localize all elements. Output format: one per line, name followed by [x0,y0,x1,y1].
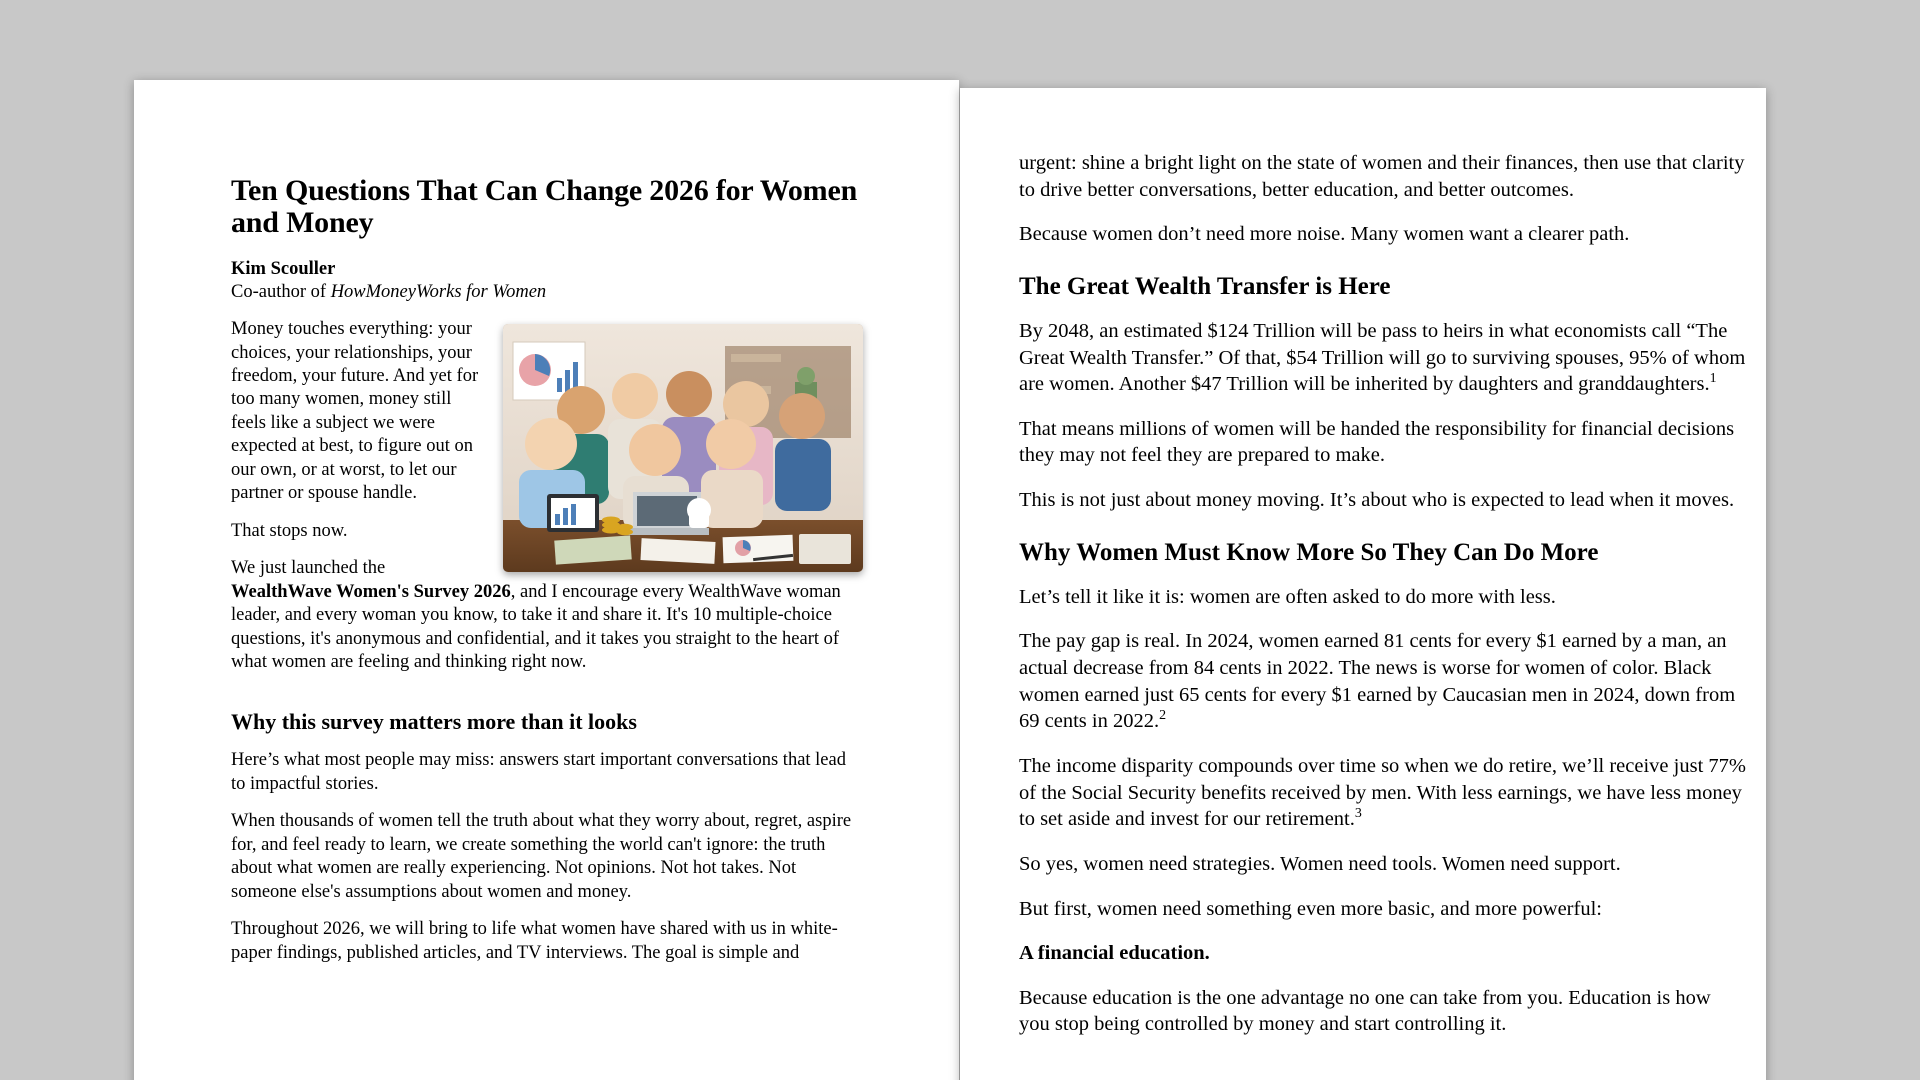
survey-launch-suffix: , and I encourage every WealthWave woman leader, and every woman you know, to take it and share it. It's 10 multiple-choice questions, it's anonymous and confidential, and it takes you straight to the heart of what women are feeling and thinking right now. [231,581,841,673]
section-paragraph-1: Here’s what most people may miss: answers start important conversations that lead to impactful stories. [231,750,846,794]
closing-paragraph-1: So yes, women need strategies. Women need tools. Women need support. [1019,852,1621,875]
survey-launch-prefix: We just launched the [231,558,386,579]
author-role-prefix: Co-author of [231,281,331,302]
section-heading-why-survey-matters: Why this survey matters more than it looks [231,708,637,734]
author-role [231,281,863,304]
final-paragraph: Because education is the one advantage no one can take from you. Education is how you stop being controlled by money and start controlling it. [1019,986,1711,1036]
intro-block [231,318,863,689]
intro-paragraph-1: Money touches everything: your choices, your relationships, your freedom, your future. And yet for too many women, money still feels like a subject we were expected at best, to figure out on our own, or at worst, to let our partner or spouse handle. [231,319,479,504]
noise-paragraph: Because women don’t need more noise. Many women want a clearer path. [1019,223,1630,246]
footnote-marker-2: 2 [1159,708,1167,724]
footnote-marker-1: 1 [1709,371,1717,387]
wealth-transfer-paragraph [1019,318,1746,398]
wealth-transfer-paragraph-2: That means millions of women will be handed the responsibility for financial decisions they may not feel they are prepared to make. [1019,417,1735,467]
intro-paragraph-2: That stops now. [231,520,348,541]
financial-education-callout [1019,940,1746,967]
income-disparity-text: The income disparity compounds over time so when we do retire, we’ll receive just 77% of the Social Security benefits received by men. With less earnings, we have less money to set aside and invest for our retirement. [1019,754,1746,831]
survey-name: WealthWave Women's Survey 2026 [231,581,511,602]
pay-gap-text: The pay gap is real. In 2024, women earned 81 cents for every $1 earned by a man, an actual decrease from 84 cents in 2022. The news is worse for women of color. Black women earned just 65 cents for every $1 earned by Caucasian men in 2024, down from 69 cents in 2022. [1019,630,1736,733]
wealth-transfer-text: By 2048, an estimated $124 Trillion will be pass to heirs in what economists call “The Great Wealth Transfer.” Of that, $54 Trillion will go to surviving spouses, 95% of whom are women. Another $47 Trillion will be inherited by daughters and granddaughters. [1019,319,1746,396]
page-title: Ten Questions That Can Change 2026 for Women and Money [231,174,858,240]
women-group-photo [503,324,863,572]
section-heading-know-more-do-more: Why Women Must Know More So They Can Do More [1019,538,1599,566]
women-group-photo-illustration [503,324,863,572]
pay-gap-paragraph [1019,628,1746,735]
section-paragraph-2: When thousands of women tell the truth about what they worry about, regret, aspire for, and feel ready to learn, we create something the world can't ignore: the truth about what women are really experiencing. Not opinions. Not hot takes. Not someone else's assumptions about women and money. [231,811,852,902]
continuation-paragraph: urgent: shine a bright light on the state of women and their finances, then use that clarity to drive better conversations, better education, and better outcomes. [1019,152,1745,201]
section-heading-great-wealth-transfer: The Great Wealth Transfer is Here [1019,272,1391,300]
right-page-content [1019,150,1746,1056]
author-name: Kim Scouller [231,258,336,279]
section-paragraph-3: Throughout 2026, we will bring to life what women have shared with us in white-paper findings, published articles, and TV interviews. The goal is simple and [231,919,838,963]
financial-education-text: A financial education. [1019,942,1210,965]
author-role-book-title: HowMoneyWorks for Women [330,281,547,302]
income-disparity-paragraph [1019,753,1746,833]
footnote-marker-3: 3 [1354,806,1362,822]
document-page-right [960,88,1766,1080]
document-page-left [134,80,959,1080]
left-page-content [231,175,863,979]
survey-launch-paragraph [231,557,863,674]
closing-paragraph-2: But first, women need something even more basic, and more powerful: [1019,897,1602,920]
know-more-paragraph: Let’s tell it like it is: women are often asked to do more with less. [1019,585,1556,608]
wealth-transfer-paragraph-3: This is not just about money moving. It’s about who is expected to lead when it moves. [1019,489,1735,512]
